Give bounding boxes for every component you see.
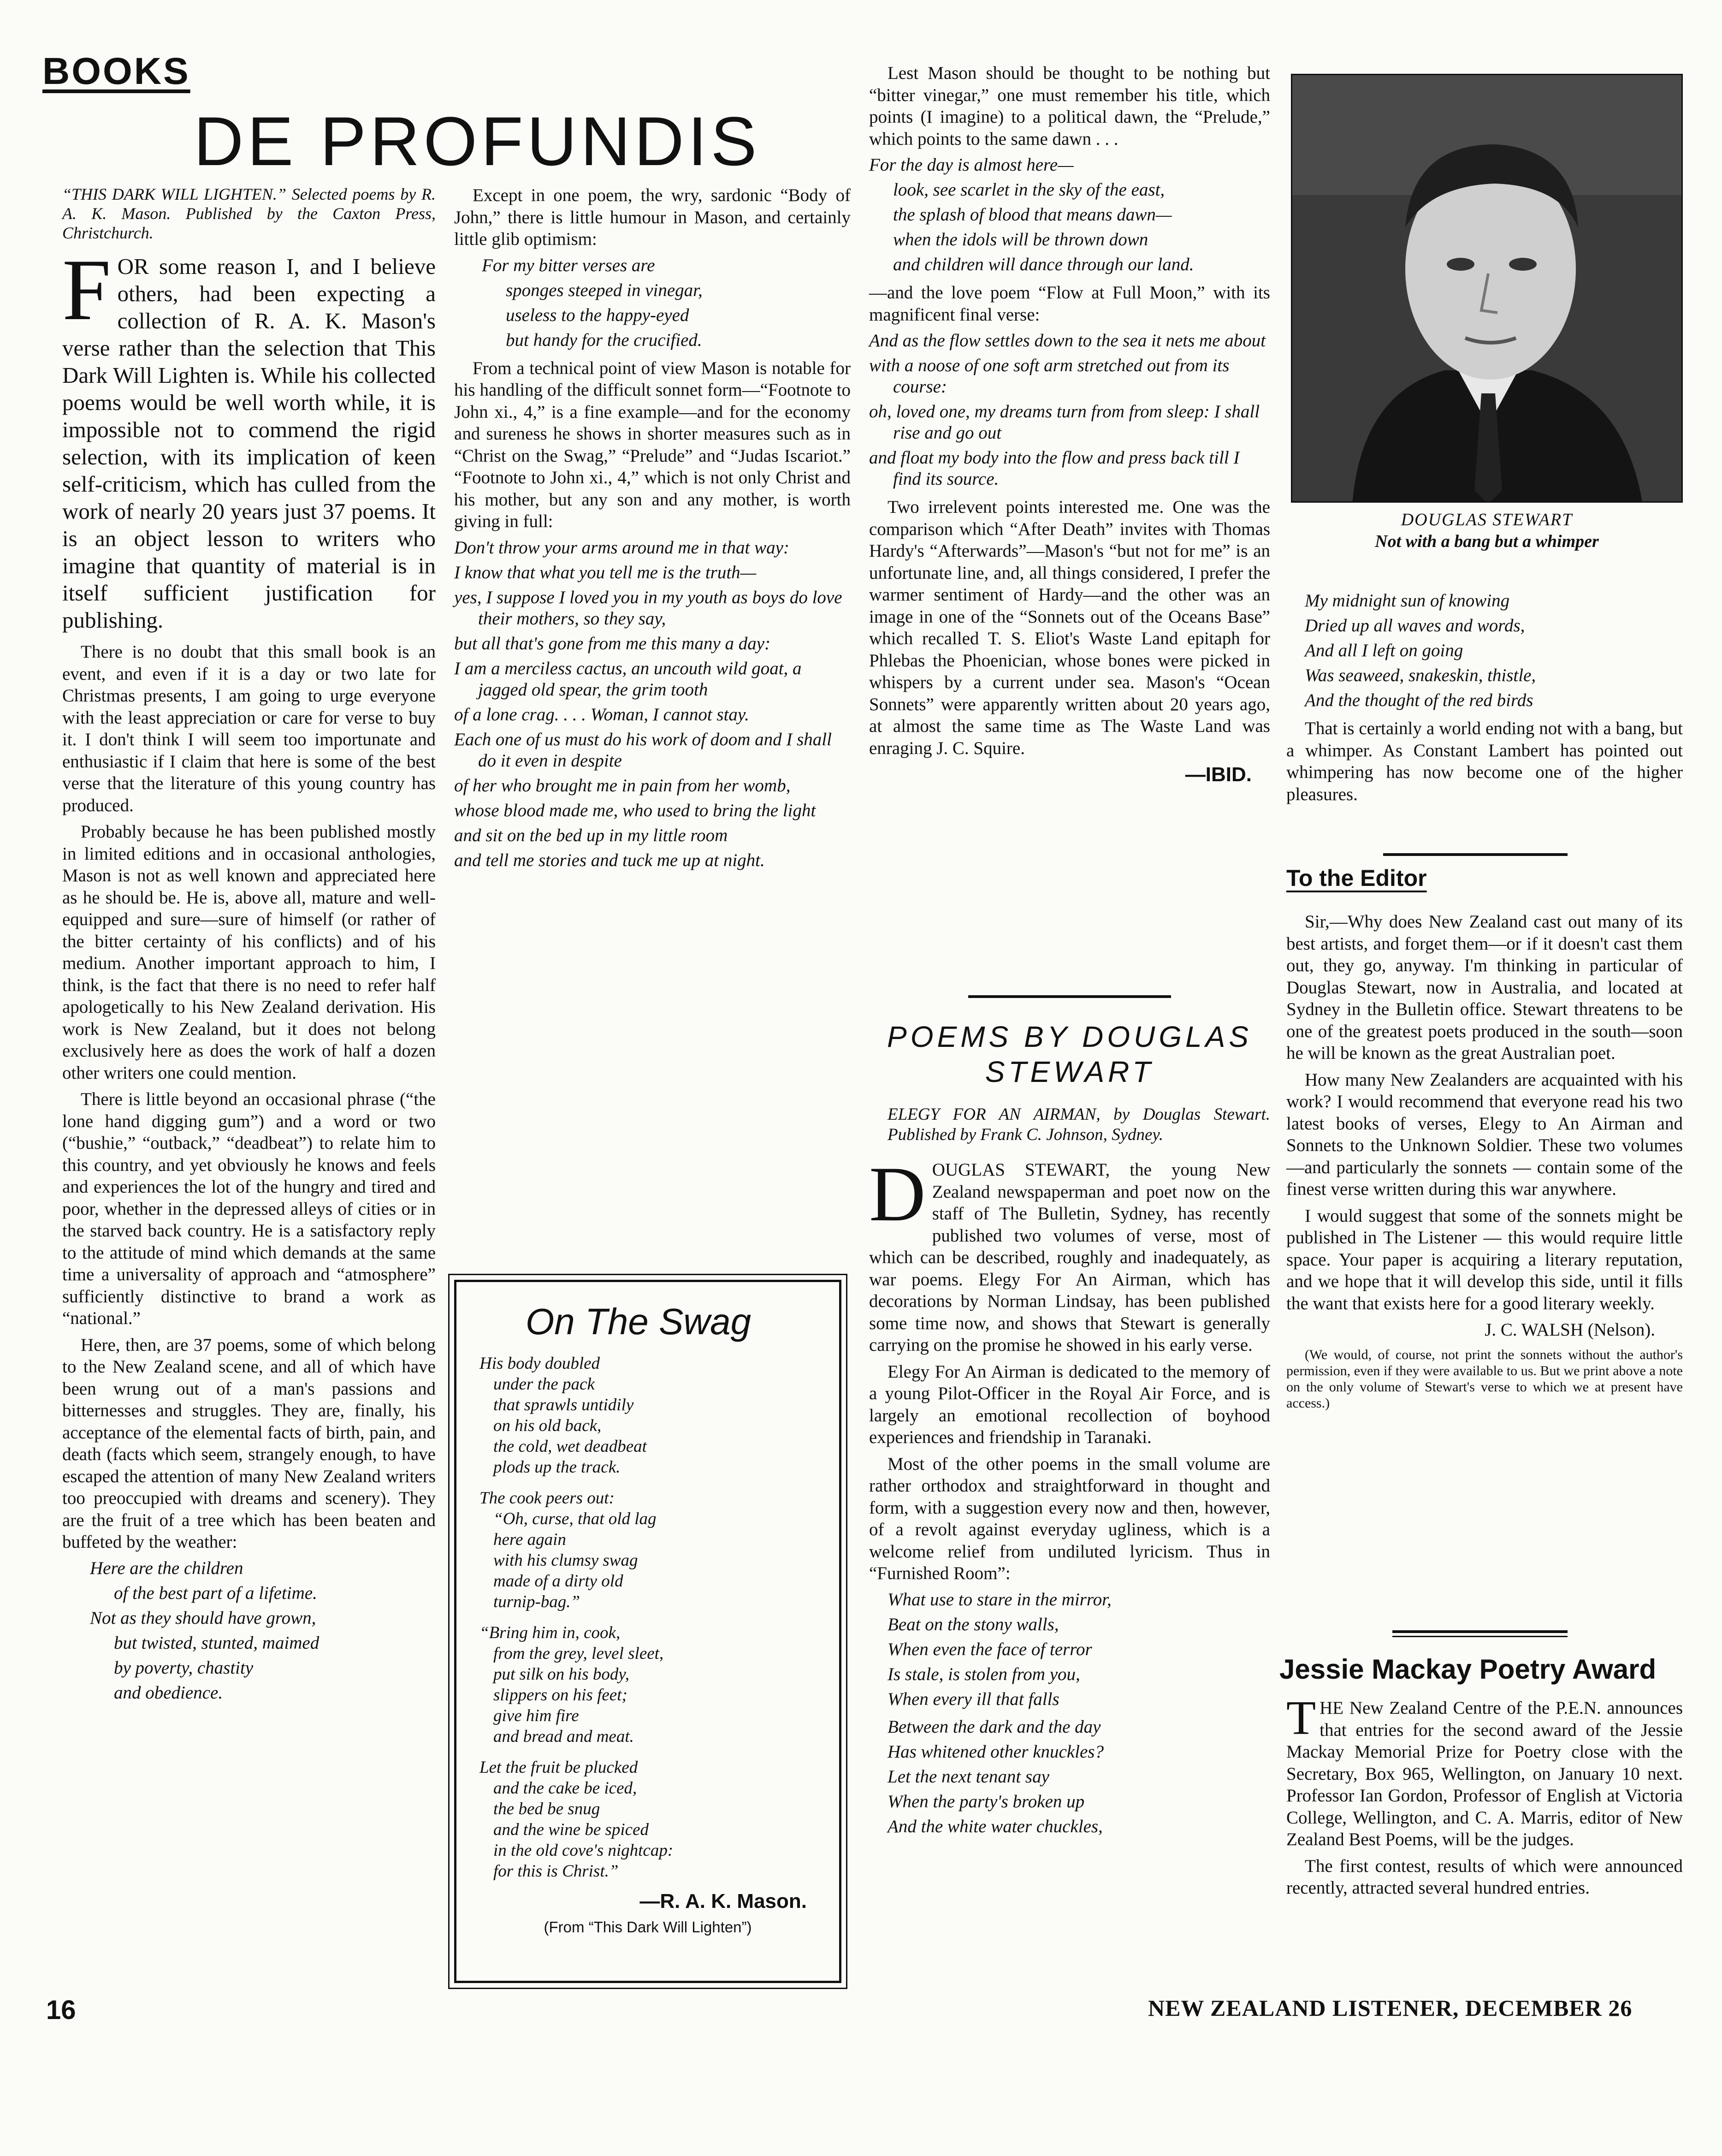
column-3 bbox=[869, 62, 1270, 786]
swag-poem-box bbox=[454, 1280, 841, 1983]
review2-title: POEMS BY DOUGLAS STEWART bbox=[887, 1020, 1252, 1088]
editor-letter bbox=[1286, 911, 1683, 1416]
review2-dropcap: D bbox=[869, 1151, 926, 1237]
review2-verse-3: My midnight sun of knowing Dried up all waves and words, And all I left on going Was seaweed, snakeskin, thistle, And the thought of the red birds bbox=[1305, 591, 1536, 710]
review1-paragraph: —and the love poem “Flow at Full Moon,” with its magnificent final verse: bbox=[869, 283, 1270, 325]
swag-source: (From “This Dark Will Lighten”) bbox=[544, 1918, 752, 1936]
review2-book-info: ELEGY FOR AN AIRMAN, by Douglas Stewart. Published by Frank C. Johnson, Sydney. bbox=[888, 1105, 1270, 1144]
award-dropcap: T bbox=[1286, 1691, 1316, 1745]
swag-stanza: His body doubled under the pack that sprawls untidily on his old back, the cold, wet deadbeat plods up the track. bbox=[479, 1354, 647, 1477]
photo-caption: Not with a bang but a whimper bbox=[1375, 532, 1599, 551]
section-label: BOOKS bbox=[42, 50, 190, 92]
photo-caption-name: DOUGLAS STEWART bbox=[1401, 510, 1573, 529]
review1-verse-3: Don't throw your arms around me in that way: I know that what you tell me is the truth— yes, I suppose I loved you in my youth as boys do love their mothers, so they say, but all that's gone from me this many a day: I am a merciless cactus, an uncouth wild goat, a jagged old spear, the grim tooth of a lone crag. . . . Woman, I cannot stay. Each one of us must do his work of doom and I shall do it even in despite of her who brought me in pain from her womb, whose blood made me, who used to bring the light and sit on the bed up in my little room and tell me stories and tuck me up at night. bbox=[454, 537, 842, 870]
review2-paragraph: Most of the other poems in the small volume are rather orthodox and straightforward in thought and form, with a suggestion every now and then, however, of a revolt against everyday ugliness, which is a welcome relief from undiluted lyricism. Thus in “Furnished Room”: bbox=[869, 1454, 1270, 1583]
review1-paragraph: There is little beyond an occasional phrase (“the lone hand digging gum”) and a word or two (“bushie,” “outback,” “deadbeat”) to relate him to this country, and yet obviously he knows and feels and experiences the lot of the hungry and tired and poor, whether in the depressed alleys of cities or in the starved back country. He is a satisfactory reply to the attitude of mind which demands at the same time a universality of approach and “atmosphere” sufficiently distinctive to brand a work as “national.” bbox=[62, 1089, 436, 1328]
editor-heading: To the Editor bbox=[1286, 865, 1427, 891]
page-number: 16 bbox=[46, 1995, 76, 2025]
swag-title: On The Swag bbox=[526, 1301, 752, 1342]
stewart-photo bbox=[1291, 74, 1683, 503]
review1-paragraph: Lest Mason should be thought to be nothing but “bitter vinegar,” one must remember his title, which points (I imagine) to a political dawn, the “Prelude,” which points to the same dawn . . . bbox=[869, 63, 1270, 149]
main-title: DE PROFUNDIS bbox=[194, 102, 761, 180]
review2-paragraph: That is certainly a world ending not with a bang, but a whimper. As Constant Lambert has pointed out whimpering has now become one of the higher pleasures. bbox=[1286, 719, 1683, 804]
review1-verse-4: For the day is almost here— look, see scarlet in the sky of the east, the splash of blood that means dawn— when the idols will be thrown down and children will dance through our land. bbox=[869, 155, 1194, 274]
review1-dropcap: F bbox=[62, 242, 111, 339]
editor-paragraph: How many New Zealanders are acquainted with his work? I would recommend that everyone read his two latest books of verses, Elegy to An Airman and Sonnets to the Unknown Soldier. These two volumes—and particularly the sonnets — contain some of the finest verse written during this war anywhere. bbox=[1286, 1069, 1683, 1199]
review2-lead: D OUGLAS STEWART, the young New Zealand newspaperman and poet now on the staff of The Bulletin, Sydney, has recently published two volumes of verse, most of which can be described, roughly and inadequately, as war poems. Elegy For An Airman, which has decorations by Norman Lindsay, has been published some time now, and shows that Stewart is generally carrying on the promise he showed in his early verse. bbox=[869, 1151, 1270, 1355]
review1-paragraph: From a technical point of view Mason is notable for his handling of the difficult sonnet form—“Footnote to John xi., 4,” is a fine example—and for the economy and sureness he shows in shorter measures such as in “Christ on the Swag,” “Prelude” and “Judas Iscariot.” “Footnote to John xi., 4,” which is not only Christ and his mother, but any son and any mother, is worth giving in full: bbox=[454, 358, 851, 531]
review1-verse-1: Here are the children of the best part of a lifetime. Not as they should have grown, but twisted, stunted, maimed by poverty, chastity and obedience. bbox=[90, 1558, 320, 1703]
column-2 bbox=[454, 184, 851, 878]
editor-paragraph: I would suggest that some of the sonnets might be published in The Listener — this would require little space. Your paper is acquiring a literary reputation, and we hope that it will develop this side, until it fills the want that exists here for a good literary weekly. bbox=[1286, 1206, 1683, 1313]
publication-footer: NEW ZEALAND LISTENER, DECEMBER 26 bbox=[1148, 1995, 1633, 2021]
award-heading: Jessie Mackay Poetry Award bbox=[1279, 1654, 1657, 1685]
review1-verse-5: And as the flow settles down to the sea it nets me about with a noose of one soft arm stretched out from its course: oh, loved one, my dreams turn from from sleep: I shall rise and go out and float my body into the flow and press back till I find its source. bbox=[869, 331, 1266, 489]
review1-paragraph: Here, then, are 37 poems, some of which belong to the New Zealand scene, and all of which have been wrung out of a man's passions and bitternesses and struggles. They are, finally, his acceptance of the elemental facts of birth, pain, and death (facts which seem, strangely enough, to have escaped the attention of many New Zealand writers too preoccupied with dreams and scenery). They are the fruit of a tree which has been beaten and buffeted by the weather: bbox=[62, 1335, 436, 1552]
award-notice bbox=[1286, 1691, 1683, 1904]
review1-signoff: —IBID. bbox=[1185, 763, 1252, 786]
divider-rule bbox=[968, 995, 1171, 998]
review1-verse-2: For my bitter verses are sponges steeped in vinegar, useless to the happy-eyed but handy for the crucified. bbox=[482, 255, 703, 350]
editor-signature: J. C. WALSH (Nelson). bbox=[1485, 1320, 1655, 1340]
portrait-image bbox=[1292, 75, 1683, 503]
column-3-lower bbox=[869, 1105, 1270, 1844]
review1-paragraph: Probably because he has been published mostly in limited editions and in occasional anthologies, Mason is not as well known and appreciated here as he should be. He is, above all, mature and well-equipped and sure—sure of himself (or rather of the bitter certainty of his conflicts) and of his medium. Another important approach to him, I think, is the fact that there is no need to refer half apologetically to his New Zealand derivation. His work is New Zealand, but it does not belong exclusively here as does the work of half a dozen other writers one could mention. bbox=[62, 822, 436, 1083]
swag-author: —R. A. K. Mason. bbox=[639, 1890, 807, 1912]
swag-stanza: “Bring him in, cook, from the grey, level sleet, put silk on his body, slippers on his feet; give him fire and bread and meat. bbox=[479, 1623, 664, 1746]
editor-note: (We would, of course, not print the sonnets without the author's permission, even if they were available to us. But we print above a note on the only volume of Stewart's verse to which we at present have access.) bbox=[1286, 1347, 1683, 1411]
divider-rule bbox=[1383, 853, 1568, 856]
column-1 bbox=[62, 184, 436, 1710]
review1-book-info: “THIS DARK WILL LIGHTEN.” Selected poems by R. A. K. Mason. Published by the Caxton Press, Christchurch. bbox=[62, 185, 436, 242]
review2-verse-2: Between the dark and the day Has whitened other knuckles? Let the next tenant say When the party's broken up And the white water chuckles, bbox=[888, 1716, 1104, 1836]
swag-stanzas bbox=[479, 1353, 816, 1882]
review1-paragraph: Two irrelevent points interested me. One was the comparison which “After Death” invites with Thomas Hardy's “Afterwards”—Mason's “but not for me” is an unfortunate line, and, all things considered, I prefer the warmer sentiment of Hardy—and the other was an image in one of the “Sonnets out of the Oceans Base” which recalled T. S. Eliot's Waste Land epitaph for Phlebas the Phoenician, whose bones were picked in whispers by a current under sea. Mason's “Ocean Sonnets” were apparently written about 20 years ago, at almost the same time as The Waste Land was enraging J. C. Squire. bbox=[869, 497, 1270, 758]
swag-stanza: Let the fruit be plucked and the cake be iced, the bed be snug and the wine be spiced in the old cove's nightcap: for this is Christ.” bbox=[479, 1758, 674, 1881]
review2-verse-1: What use to stare in the mirror, Beat on the stony walls, When even the face of terror Is stale, is stolen from you, When every ill that falls bbox=[888, 1589, 1112, 1709]
swag-stanza: The cook peers out: “Oh, curse, that old lag here again with his clumsy swag made of a dirty old turnip-bag.” bbox=[479, 1489, 657, 1611]
divider-rule bbox=[1392, 1630, 1568, 1633]
review1-paragraph: There is no doubt that this small book is an event, and even if it is a day or two late for Christmas presents, I am going to urge everyone with the least appreciation or care for verse to buy it. I don't think I will seem too importunate and enthusiastic if I claim that here is some of the best verse that the literature of this young country has produced. bbox=[62, 642, 436, 815]
review2-paragraph: Elegy For An Airman is dedicated to the memory of a young Pilot-Officer in the Royal Air Force, and is largely an emotional recollection of boyhood experiences and friendship in Taranaki. bbox=[869, 1361, 1270, 1447]
editor-paragraph: Sir,—Why does New Zealand cast out many of its best artists, and forget them—or if it doesn't cast them out, they go, anyway. I'm thinking in particular of Douglas Stewart, now in Australia, and located at Sydney in the Bulletin office. Stewart threatens to be one of the greatest poets produced in the south—soon he will be known as the great Australian poet. bbox=[1286, 912, 1683, 1063]
divider-rule bbox=[1392, 1636, 1568, 1637]
award-paragraph: The first contest, results of which were announced recently, attracted several hundred entries. bbox=[1286, 1856, 1683, 1898]
review1-paragraph: Except in one poem, the wry, sardonic “Body of John,” there is little humour in Mason, and certainly little glib optimism: bbox=[454, 185, 851, 249]
award-lead: T HE New Zealand Centre of the P.E.N. announces that entries for the second award of the Jessie Mackay Memorial Prize for Poetry close with the Secretary, Box 965, Wellington, on January 10 next. Professor Ian Gordon, Professor of English at Victoria College, Wellington, and C. A. Marris, editor of New Zealand Best Poems, will be the judges. bbox=[1286, 1691, 1683, 1849]
column-4 bbox=[1286, 586, 1683, 810]
review1-lead: F OR some reason I, and I believe others, had been expecting a collection of R. A. K. Mason's verse rather than the selection that This Dark Will Lighten is. While his collected poems would be well worth while, it is impossible not to commend the rigid selection, with its implication of keen self-criticism, which has culled from the work of nearly 20 years just 37 poems. It is an object lesson to writers who imagine that quantity of material is in itself sufficient justification for publishing. bbox=[62, 242, 436, 633]
